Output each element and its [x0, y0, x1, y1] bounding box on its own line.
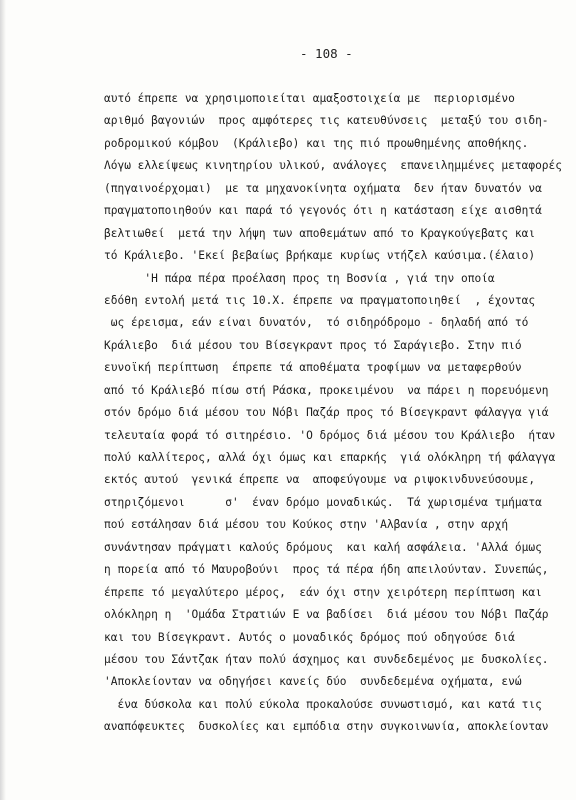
text-line: ευνοϊκή περίπτωση έπρεπε τά αποθέματα τροφίμων να μεταφερθούν [104, 361, 522, 375]
text-line: Λόγω ελλείψεως κινητηρίου υλικού, ανάλογες επανειλημμένες μεταφορές [104, 159, 563, 173]
text-line: αυτό έπρεπε να χρησιμοποιείται αμαξοστοιχεία με περιορισμένο [104, 92, 515, 105]
body-text [104, 88, 564, 739]
text-line: (πηγαινοέρχομαι) με τα μηχανοκίνητα οχήματα δεν ήταν δυνατόν να [104, 181, 542, 195]
text-line: αναπόφευκτες δυσκολίες και εμπόδια στην συγκοινωνία, αποκλείονταν [104, 720, 549, 734]
text-line: μέσου του Σάντζακ ήταν πολύ άσχημος και συνδεδεμένος με δυσκολίες. [104, 652, 549, 666]
text-line: στηριζόμενοι σ' έναν δρόμο μοναδικώς. Τά χωρισμένα τμήματα [104, 495, 542, 509]
text-line: από τό Κράλιεβό πίσω στή Ράσκα, προκειμένου να πάρει η πορευόμενη [104, 383, 549, 397]
text-line: βελτιωθεί μετά την λήψη των αποθεμάτων από το Κραγκούγεβατς και [104, 226, 536, 240]
text-line: τελευταία φορά τό σιτηρέσιο. 'Ο δρόμος διά μέσου του Κράλιεβο ήταν [104, 428, 556, 442]
text-line: τό Κράλιεβο. 'Εκεί βεβαίως βρήκαμε κυρίως ντήζελ καύσιμα.(έλαιο) [104, 249, 536, 263]
text-line: ως έρεισμα, εάν είναι δυνατόν, τό σιδηρόδρομο - δηλαδή από τό [104, 316, 529, 330]
text-line: Κράλιεβο διά μέσου του Βίσεγκραντ προς τό Σαράγιεβο. Στην πιό [104, 338, 522, 352]
text-line: εδόθη εντολή μετά τις 10.Χ. έπρεπε να πραγματοποιηθεί , έχοντας [104, 293, 536, 307]
text-line: 'Η πάρα πέρα προέλαση προς τη Βοσνία , γιά την οποία [104, 271, 495, 285]
text-line: η πορεία από τό Μαυροβούνι προς τά πέρα ήδη απειλούνταν. Συνεπώς, [104, 563, 549, 577]
text-line: πραγματοποιηθούν και παρά τό γεγονός ότι η κατάσταση είχε αισθητά [104, 204, 542, 218]
text-line: αριθμό βαγονιών προς αμφότερες τις κατευθύνσεις μεταξύ του σιδη- [104, 114, 549, 128]
text-line: συνάντησαν πράγματι καλούς δρόμους και καλή ασφάλεια. 'Αλλά όμως [104, 540, 542, 554]
text-line: εκτός αυτού γενικά έπρεπε να αποφεύγουμε να ριψοκινδυνεύσουμε, [104, 473, 536, 487]
text-line: έπρεπε τό μεγαλύτερο μέρος, εάν όχι στην χειρότερη περίπτωση και [104, 585, 542, 599]
text-line: πολύ καλλίτερος, αλλά όχι όμως και επαρκής γιά ολόκληρη τή φάλαγγα [104, 451, 556, 464]
text-line: ένα δύσκολα και πολύ εύκολα προκαλούσε συνωστισμό, και κατά τις [104, 697, 542, 711]
page-edge-shadow [0, 0, 6, 800]
text-line: στόν δρόμο διά μέσου του Νόβι Παζάρ προς τό Βίσεγκραντ φάλαγγα γιά [104, 406, 549, 420]
text-line: ολόκληρη η 'Ομάδα Στρατιών Ε να βαδίσει διά μέσου του Νόβι Παζάρ [104, 608, 549, 622]
page-number: - 108 - [300, 46, 353, 61]
text-line: πού εστάλησαν διά μέσου του Κούκος στην 'Αλβανία , στην αρχή [104, 518, 509, 532]
text-line: ροδρομικού κόμβου (Κράλιεβο) και της πιό προωθημένης αποθήκης. [104, 136, 529, 150]
text-line: 'Αποκλείονταν να οδηγήσει κανείς δύο συνδεδεμένα οχήματα, ενώ [104, 675, 522, 689]
text-line: και του Βίσεγκραντ. Αυτός ο μοναδικός δρόμος πού οδηγούσε διά [104, 630, 515, 644]
